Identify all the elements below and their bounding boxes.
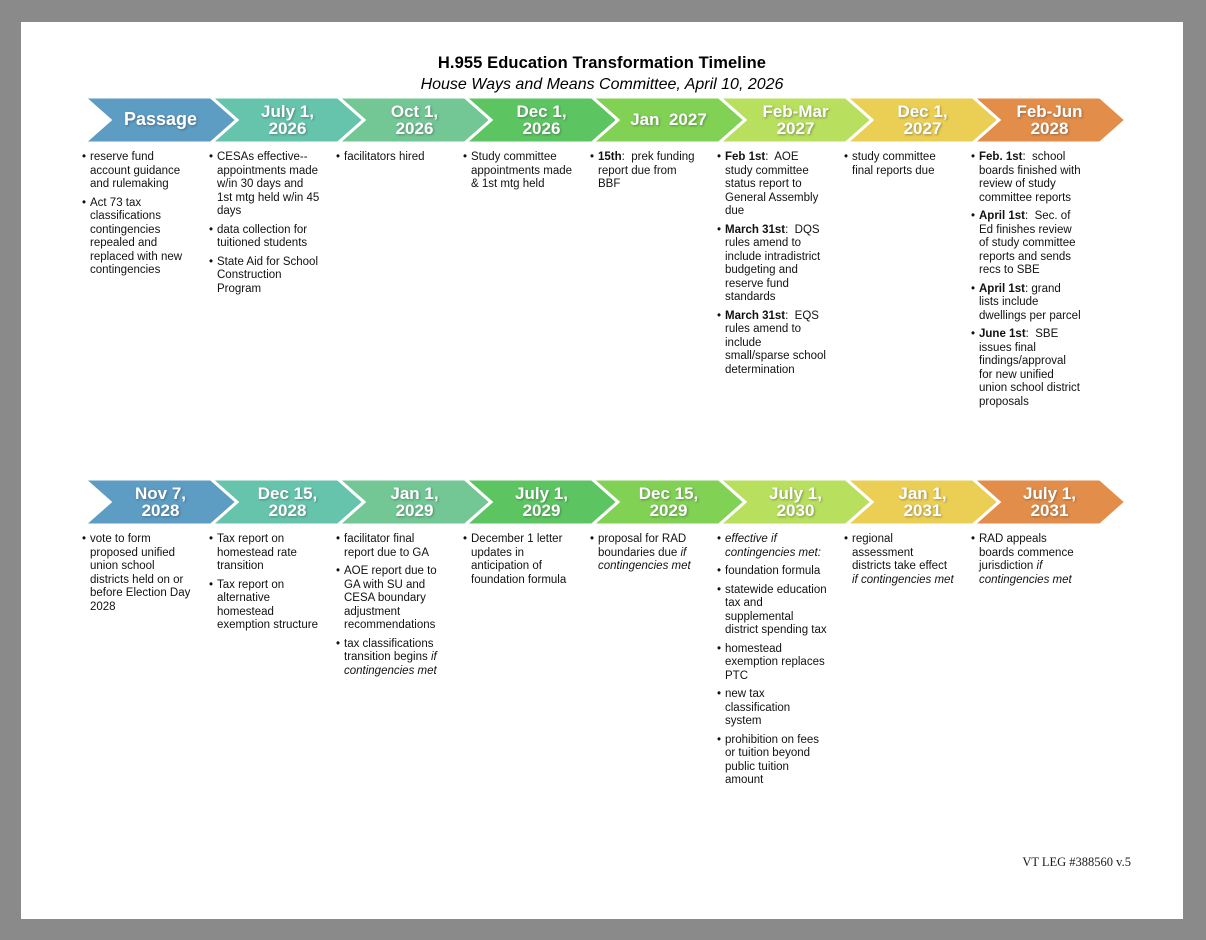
timeline-date-label: Feb-Jun 2028 [1016,101,1083,138]
milestone-item [209,579,320,633]
milestone-text-run: study committee final reports due [852,151,939,177]
milestone-text-run: : AOE study committee status report to General Assembly due [725,151,822,217]
milestone-text-run: Study committee appointments made & 1st mtg held [471,151,576,190]
milestone-text-run: proposal for RAD boundaries due [598,533,690,559]
milestone-text-run: Feb 1st [725,151,766,163]
milestone-text-run: regional assessment districts take effect [852,533,951,572]
milestone-item [971,210,1082,278]
milestone-text-run: : SBE issues final findings/approval for new unified union school district proposals [979,328,1084,408]
milestone-text-run: RAD appeals boards commence jurisdiction [979,533,1077,572]
milestone-item [463,533,574,587]
milestone-text-run: AOE report due to GA with SU and CESA boundary adjustment recommendations [344,565,440,631]
milestone-item [336,565,447,633]
milestone-text-run: statewide education tax and supplemental district spending tax [725,583,830,636]
timeline-date-label: Jan 1, 2029 [390,483,439,520]
milestone-text-run: facilitator final report due to GA [344,533,430,559]
milestone-column [971,151,1098,414]
milestone-item [971,533,1082,587]
milestone-text-run: if contingencies met [979,560,1072,586]
milestone-column [463,151,590,414]
milestone-item [209,256,320,297]
timeline-row-1 [82,95,1128,414]
milestone-text-run: CESAs effective--appointments made w/in 30 days and 1st mtg held w/in 45 days [217,151,323,217]
timeline-date-label: July 1, 2030 [769,483,822,520]
milestone-text-run: if contingencies met [598,546,691,572]
milestone-text-run: April 1st [979,210,1026,222]
milestone-column [336,151,463,414]
milestone-item [336,533,447,560]
milestone-text-run: effective if contingencies met: [725,533,821,559]
milestone-item [717,533,828,560]
milestone-item [971,151,1082,205]
milestone-item [971,283,1082,324]
page-title: H.955 Education Transformation Timeline [437,54,767,72]
milestone-columns-2 [82,533,1128,793]
timeline-date-label: Jan 2027 [630,110,707,130]
milestone-column [717,151,844,414]
timeline-date-label: Jan 1, 2031 [898,483,947,520]
milestone-item [82,533,193,614]
milestone-item [971,328,1082,409]
milestone-columns-1 [82,151,1128,414]
milestone-column [463,533,590,793]
milestone-item [717,643,828,684]
milestone-text-run: Act 73 tax classifications contingencies repealed and replaced with new contingencies [90,196,186,276]
timeline-date-label: Dec 15, 2029 [638,483,699,520]
milestone-item [717,151,828,219]
milestone-item [844,533,955,587]
milestone-text-run: reserve fund account guidance and rulemaking [90,151,184,190]
milestone-text-run: data collection for tuitioned students [217,223,311,249]
milestone-item [590,533,701,574]
timeline-date-label: Passage [123,109,198,130]
milestone-text-run: new tax classification system [725,688,794,727]
milestone-text-run: State Aid for School Construction Program [217,255,322,295]
milestone-column [590,151,717,414]
milestone-column [971,533,1098,793]
milestone-text-run: : DQS rules amend to include intradistrict budgeting and reserve fund standards [725,223,824,303]
milestone-text-run: : EQS rules amend to include small/sparse school determination [725,309,830,376]
milestone-column [82,151,209,414]
milestone-text-run: tax classifications transition begins [344,637,437,663]
page-subtitle: House Ways and Means Committee, April 10, 2026 [420,76,784,93]
milestone-text-run: : school boards finished with review of study committee reports [979,151,1084,204]
milestone-text-run: prohibition on fees or tuition beyond public tuition amount [725,733,823,786]
milestone-column [844,533,971,793]
timeline-arrow-band-2 [82,477,1128,527]
milestone-text-run: 15th [598,151,622,163]
milestone-text-run: Tax report on homestead rate transition [217,533,301,572]
timeline-date-label: July 1, 2031 [1023,483,1076,520]
timeline-date-label: Oct 1, 2026 [390,101,439,138]
timeline-date-label: Dec 1, 2026 [516,101,567,138]
timeline-date-label: Nov 7, 2028 [134,483,187,520]
milestone-text-run: March 31st [725,223,786,236]
timeline-row-2 [82,477,1128,793]
timeline-date-label: Dec 1, 2027 [897,101,948,138]
milestone-text-run: vote to form proposed unified union school districts held on or before Election Day 2028 [90,533,194,613]
milestone-text-run: if contingencies met [852,573,954,586]
milestone-column [717,533,844,793]
milestone-item [82,197,193,278]
slide-page [21,22,1183,919]
timeline-arrow-band-1 [82,95,1128,145]
timeline-date-label: July 1, 2026 [261,101,314,138]
milestone-text-run: Tax report on alternative homestead exemption structure [217,578,318,631]
milestone-text-run: : grand lists include dwellings per parcel [979,282,1081,322]
milestone-item [717,584,828,638]
milestone-text-run: facilitators hired [344,151,425,163]
milestone-column [336,533,463,793]
milestone-item [844,151,955,178]
milestone-text-run: April 1st [979,282,1026,295]
milestone-text-run: homestead exemption replaces PTC [725,642,828,682]
timeline-date-label: July 1, 2029 [515,483,568,520]
milestone-item [336,638,447,679]
milestone-item [209,533,320,574]
milestone-text-run: : Sec. of Ed finishes review of study committee reports and sends recs to SBE [979,210,1079,276]
milestone-column [209,151,336,414]
milestone-text-run: December 1 letter updates in anticipation of foundation formula [471,533,567,586]
milestone-item [590,151,701,192]
milestone-text-run: : prek funding report due from BBF [598,151,698,190]
milestone-item [209,151,323,219]
milestone-item [82,151,193,192]
header [21,54,1183,94]
milestone-item [336,151,447,165]
milestone-item [717,224,828,305]
milestone-item [717,734,828,788]
milestone-text-run: if contingencies met [344,651,440,677]
footer-doc-number: VT LEG #388560 v.5 [1022,855,1131,869]
milestone-text-run: Feb. 1st [979,151,1023,163]
timeline-date-label: Dec 15, 2028 [257,483,318,520]
milestone-column [590,533,717,793]
timeline-date-label: Feb-Mar 2027 [762,101,829,138]
milestone-item [463,151,574,192]
milestone-item [717,565,828,579]
milestone-text-run: March 31st [725,309,786,322]
milestone-item [209,224,320,251]
milestone-column [82,533,209,793]
milestone-item [717,310,828,378]
milestone-item [717,688,828,729]
milestone-text-run: June 1st [979,328,1026,340]
milestone-column [844,151,971,414]
milestone-column [209,533,336,793]
milestone-text-run: foundation formula [725,565,821,577]
